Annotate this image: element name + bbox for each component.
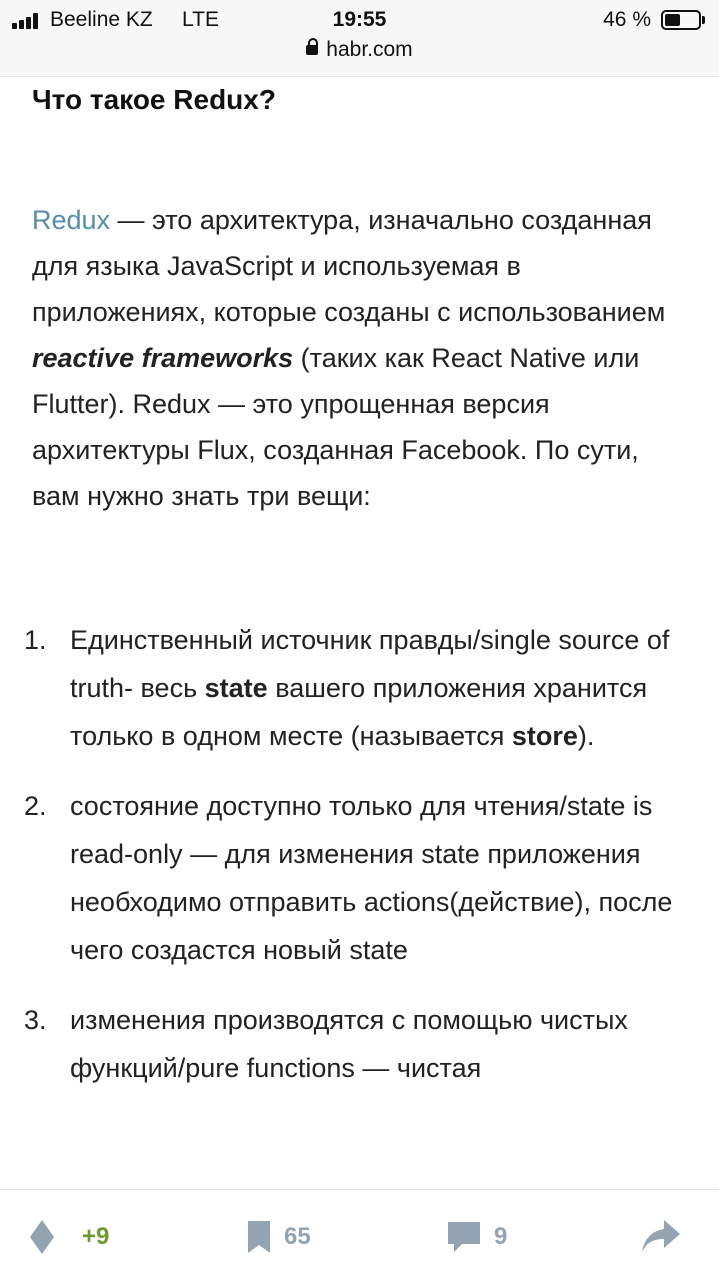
bookmark-icon[interactable] xyxy=(248,1221,270,1253)
comment-count: 9 xyxy=(494,1223,508,1250)
bookmark-count: 65 xyxy=(284,1223,311,1250)
comments-control[interactable] xyxy=(448,1220,528,1254)
status-bar xyxy=(0,0,719,40)
redux-link[interactable]: Redux xyxy=(32,205,111,235)
share-control[interactable] xyxy=(642,1220,682,1254)
list-number: 2. xyxy=(24,791,47,821)
list-text: состояние доступно только для чтения/state is read-only — для изменения state приложения необходимо отправить actions(действие), после чего создастся новый state xyxy=(70,791,673,965)
lock-icon xyxy=(306,45,318,55)
list-number: 1. xyxy=(24,625,47,655)
list-item xyxy=(24,616,692,760)
intro-text-2: (таких как React Native или Flutter). Redux — это упрощенная версия архитектуры Flux, созданная Facebook. По сути, вам нужно знать три вещи: xyxy=(32,343,640,511)
network-type: LTE xyxy=(182,8,219,31)
comment-icon[interactable] xyxy=(448,1220,480,1254)
address-bar[interactable] xyxy=(0,38,719,62)
list-text: Единственный источник правды/single source of truth- весь xyxy=(70,625,670,703)
vote-score: +9 xyxy=(82,1223,110,1250)
intro-bold-term: reactive frameworks xyxy=(32,343,294,373)
vote-diamond-icon[interactable] xyxy=(30,1220,54,1254)
principles-list xyxy=(24,616,692,1114)
bookmark-control[interactable] xyxy=(248,1220,338,1254)
list-text: ). xyxy=(577,721,595,751)
article-toolbar xyxy=(0,1189,719,1281)
battery-percent: 46 % xyxy=(603,8,651,31)
battery-icon xyxy=(661,10,705,30)
article-heading: Что такое Redux? xyxy=(32,84,276,115)
browser-top-bar xyxy=(0,0,719,77)
carrier-name: Beeline KZ xyxy=(50,8,153,31)
list-text: изменения производятся с помощью чистых функций/pure functions — чистая xyxy=(70,1005,628,1083)
status-time: 19:55 xyxy=(332,8,387,31)
list-bold-term: store xyxy=(511,721,578,751)
list-item xyxy=(24,782,692,974)
intro-paragraph xyxy=(32,197,692,519)
vote-control[interactable] xyxy=(30,1220,130,1254)
list-item xyxy=(24,996,692,1092)
list-text: вашего приложения хранится только в одном месте (называется xyxy=(70,673,648,751)
share-arrow-icon[interactable] xyxy=(642,1220,680,1254)
list-bold-term: state xyxy=(204,673,268,703)
intro-text-1: — это архитектура, изначально созданная для языка JavaScript и используемая в приложениях, которые созданы с использованием xyxy=(32,205,666,327)
address-domain: habr.com xyxy=(326,38,413,61)
list-number: 3. xyxy=(24,1005,47,1035)
